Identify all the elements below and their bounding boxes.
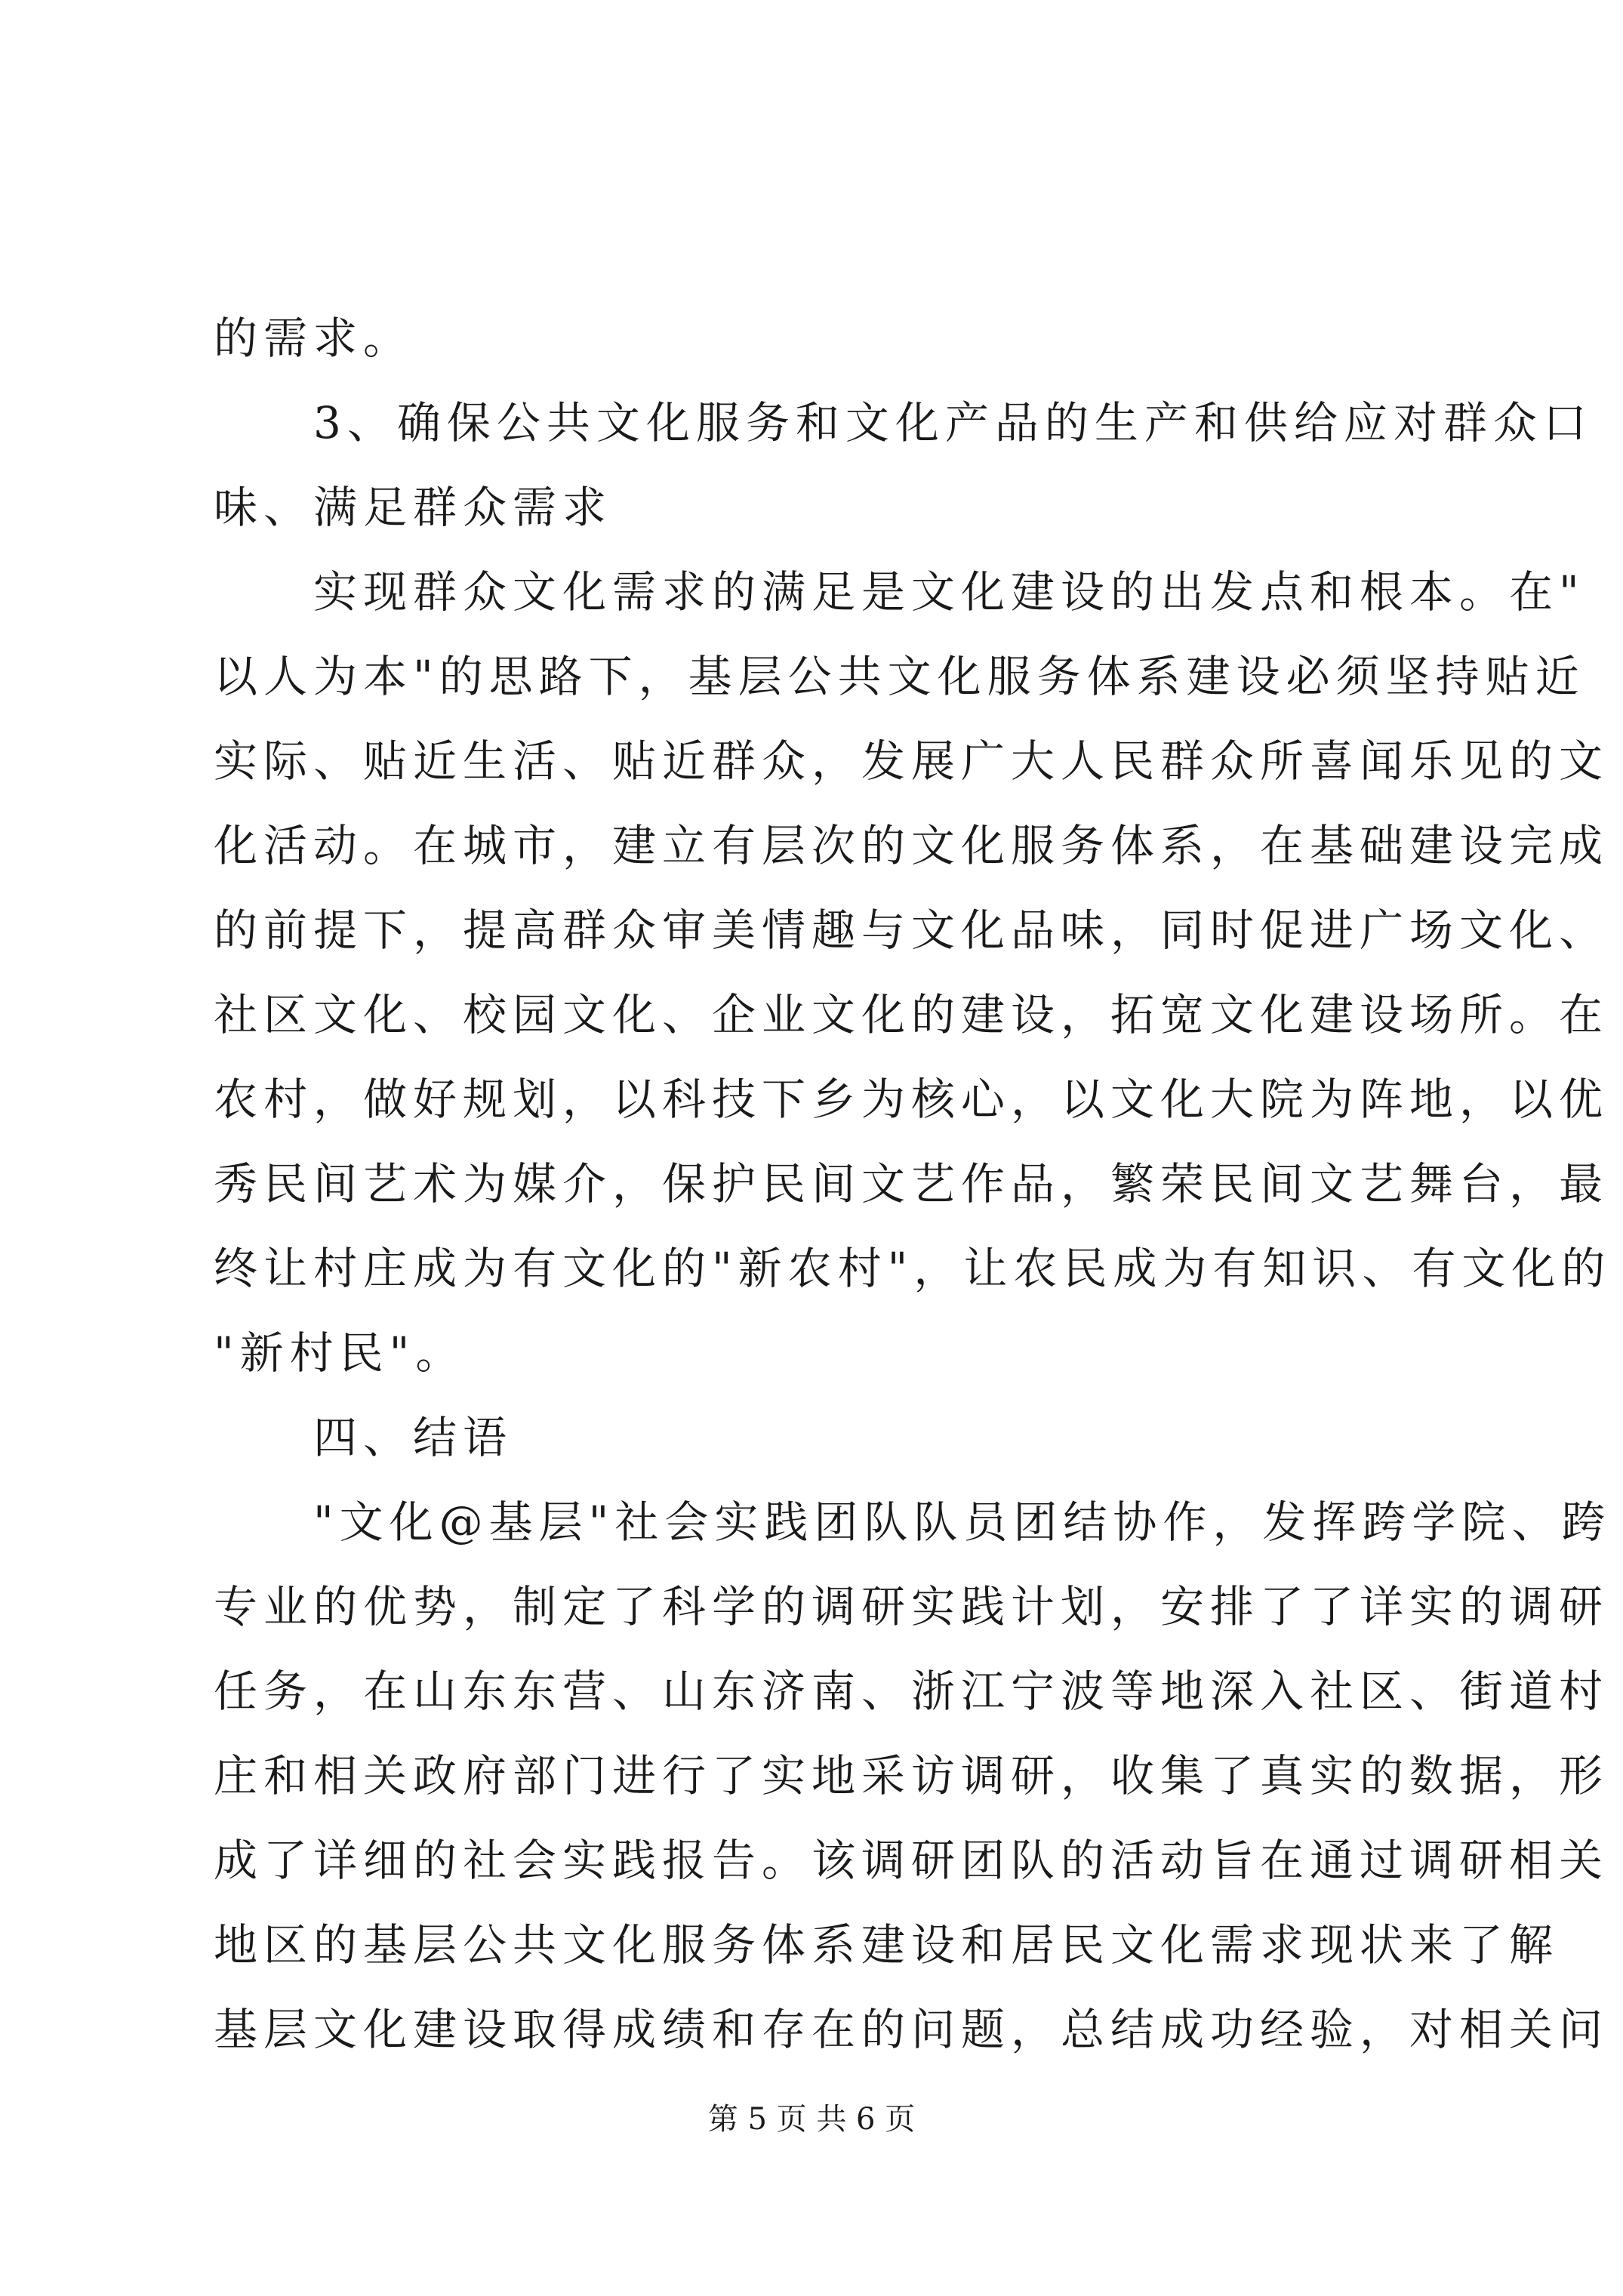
text-line: 的前提下，提高群众审美情趣与文化品味，同时促进广场文化、 <box>214 905 1609 956</box>
text-line: 化活动。在城市，建立有层次的文化服务体系，在基础建设完成 <box>214 820 1609 871</box>
text-line: 农村，做好规划，以科技下乡为核心，以文化大院为阵地，以优 <box>214 1074 1609 1125</box>
text-line: 任务，在山东东营、山东济南、浙江宁波等地深入社区、街道村 <box>214 1666 1609 1717</box>
text-line: "新村民"。 <box>214 1327 466 1379</box>
text-line: 秀民间艺术为媒介，保护民间文艺作品，繁荣民间文艺舞台，最 <box>214 1158 1609 1210</box>
text-line: 成了详细的社会实践报告。该调研团队的活动旨在通过调研相关 <box>214 1835 1609 1886</box>
section-heading: 四、结语 <box>214 1412 513 1463</box>
text-line: 以人为本"的思路下，基层公共文化服务体系建设必须坚持贴近 <box>214 651 1585 702</box>
text-line: 的需求。 <box>214 313 414 364</box>
text-line: 基层文化建设取得成绩和存在的问题，总结成功经验，对相关问 <box>214 2004 1609 2055</box>
text-line: 实现群众文化需求的满足是文化建设的出发点和根本。在" <box>214 566 1585 618</box>
text-line: 实际、贴近生活、贴近群众，发展广大人民群众所喜闻乐见的文 <box>214 735 1609 787</box>
text-line: 社区文化、校园文化、企业文化的建设，拓宽文化建设场所。在 <box>214 989 1609 1040</box>
text-line: 味、满足群众需求 <box>214 482 613 533</box>
text-line: "文化@基层"社会实践团队队员团结协作，发挥跨学院、跨 <box>214 1496 1612 1548</box>
text-line: 3、确保公共文化服务和文化产品的生产和供给应对群众口 <box>214 397 1593 448</box>
text-line: 专业的优势，制定了科学的调研实践计划，安排了了详实的调研 <box>214 1581 1609 1632</box>
text-line: 庄和相关政府部门进行了实地采访调研，收集了真实的数据，形 <box>214 1750 1609 1801</box>
page-number-footer: 第 5 页 共 6 页 <box>707 2102 916 2137</box>
text-line: 地区的基层公共文化服务体系建设和居民文化需求现状来了解 <box>214 1919 1560 1971</box>
text-line: 终让村庄成为有文化的"新农村"，让农民成为有知识、有文化的 <box>214 1243 1612 1294</box>
